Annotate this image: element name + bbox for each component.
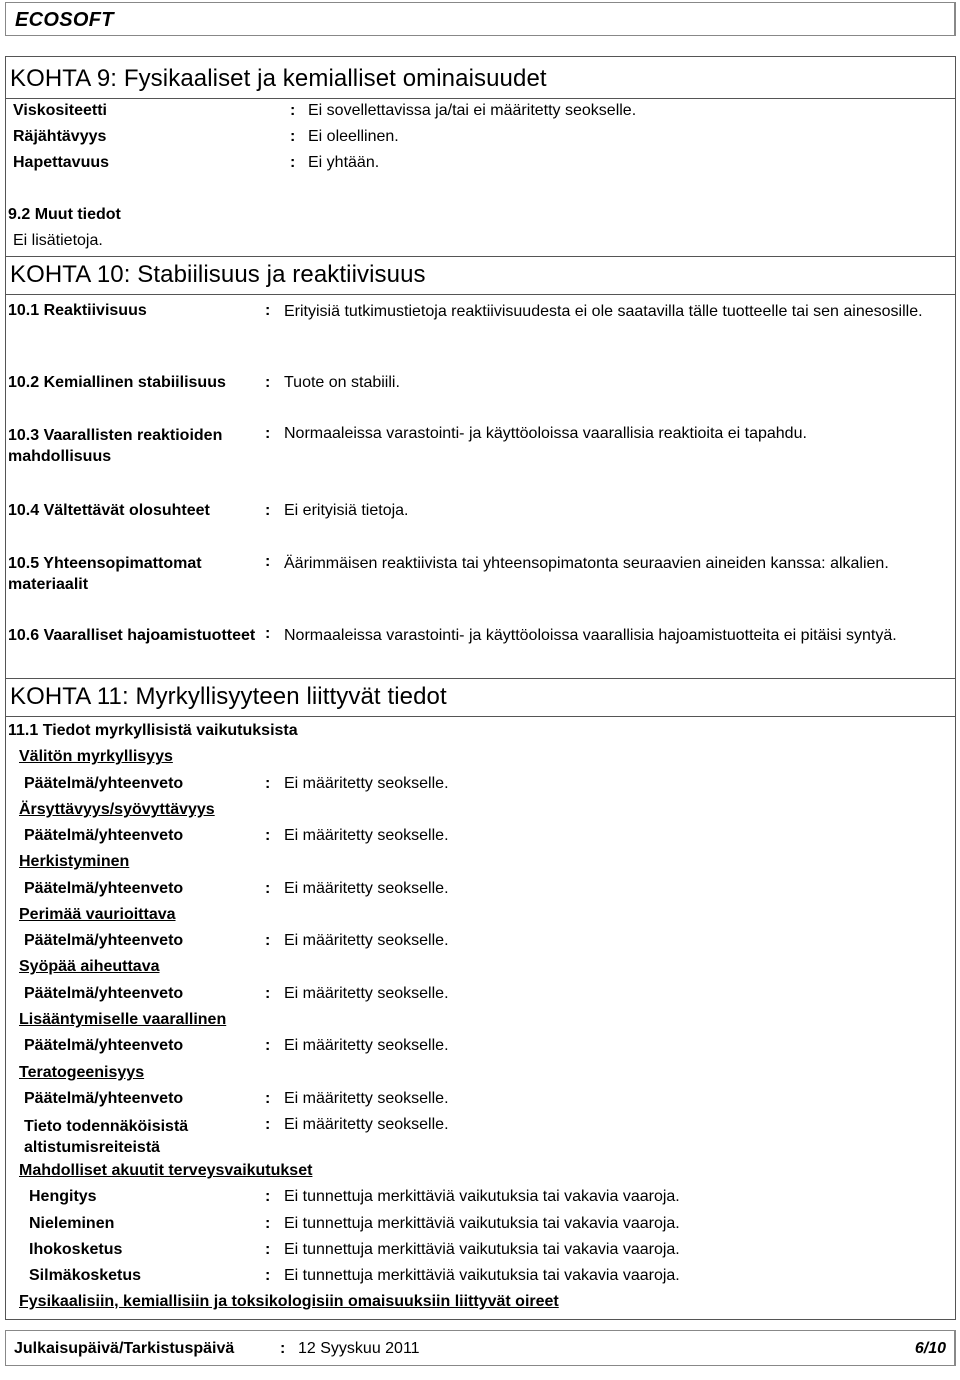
s11-conclusion-value: Ei määritetty seokselle. (284, 1037, 449, 1054)
section-10-title: KOHTA 10: Stabiilisuus ja reaktiivisuus (10, 261, 426, 288)
s10-value-stability: Tuote on stabiili. (284, 374, 400, 391)
s11-conclusion-label: Päätelmä/yhteenveto (24, 880, 184, 897)
s11-acute-value-eye: Ei tunnettuja merkittäviä vaikutuksia tai vakavia vaaroja. (284, 1267, 680, 1284)
section-9-rule (5, 98, 956, 99)
s11-acute-label-ingestion: Nieleminen (29, 1215, 115, 1232)
s11-conclusion-label: Päätelmä/yhteenveto (24, 775, 184, 792)
s10-value-reactivity: Erityisiä tutkimustietoja reaktiivisuudesta ei ole saatavilla tälle tuotteelle tai sen ainesosille. (284, 303, 923, 320)
s11-colon: : (265, 827, 271, 844)
section-11-title: KOHTA 11: Myrkyllisyyteen liittyvät tiedot (10, 683, 447, 710)
s9-label-oxidizing: Hapettavuus (13, 154, 110, 171)
s10-label-incompatible: 10.5 Yhteensopimattomat materiaalit (8, 555, 202, 593)
s11-conclusion-label: Päätelmä/yhteenveto (24, 1090, 184, 1107)
s10-value-conditions: Ei erityisiä tietoja. (284, 502, 409, 519)
s11-colon: : (265, 1037, 271, 1054)
footer-date-value: 12 Syyskuu 2011 (298, 1340, 420, 1357)
s11-colon: : (265, 1116, 271, 1133)
brand-logo-text: ECOSOFT (15, 9, 114, 31)
s11-exposure-label: Tieto todennäköisistä altistumisreiteistä (24, 1118, 189, 1156)
s11-conclusion-value: Ei määritetty seokselle. (284, 827, 449, 844)
footer-bar (5, 1330, 956, 1366)
s10-value-incompatible: Äärimmäisen reaktiivista tai yhteensopimatonta seuraavien aineiden kanssa: alkalien. (284, 555, 889, 572)
s11-colon: : (265, 1188, 271, 1205)
s10-value-decomposition: Normaaleissa varastointi- ja käyttöoloissa vaarallisia hajoamistuotteita ei pitäisi syntyä. (284, 627, 897, 644)
s11-heading-sensitization: Herkistyminen (19, 853, 130, 870)
s10-colon: : (265, 302, 271, 319)
s11-conclusion-value: Ei määritetty seokselle. (284, 1090, 449, 1107)
s10-label-hazardous-reactions: 10.3 Vaarallisten reaktioiden mahdollisuus (8, 427, 223, 465)
s10-colon: : (265, 625, 271, 642)
s11-colon: : (265, 1090, 271, 1107)
s11-colon: : (265, 1267, 271, 1284)
s10-colon: : (265, 502, 271, 519)
s11-conclusion-value: Ei määritetty seokselle. (284, 932, 449, 949)
footer-date-label: Julkaisupäivä/Tarkistuspäivä (14, 1340, 235, 1357)
s9-colon: : (290, 128, 296, 145)
s11-heading-reproductive: Lisääntymiselle vaarallinen (19, 1011, 227, 1028)
s11-heading-irritation: Ärsyttävyys/syövyttävyys (19, 801, 215, 818)
s9-value-viscosity: Ei sovellettavissa ja/tai ei määritetty seokselle. (308, 102, 637, 119)
s11-heading-carcinogenicity: Syöpää aiheuttava (19, 958, 160, 975)
s11-heading-teratogenicity: Teratogeenisyys (19, 1064, 145, 1081)
s9-value-explosive: Ei oleellinen. (308, 128, 399, 145)
s11-heading-symptoms: Fysikaalisiin, kemiallisiin ja toksikologisiin omaisuuksiin liittyvät oireet (19, 1293, 559, 1310)
s10-colon: : (265, 553, 271, 570)
s11-conclusion-label: Päätelmä/yhteenveto (24, 1037, 184, 1054)
s11-colon: : (265, 1241, 271, 1258)
s10-colon: : (265, 374, 271, 391)
s11-heading-mutagenicity: Perimää vaurioittava (19, 906, 176, 923)
s11-conclusion-label: Päätelmä/yhteenveto (24, 827, 184, 844)
s10-value-hazardous-reactions: Normaaleissa varastointi- ja käyttöoloissa vaarallisia reaktioita ei tapahdu. (284, 425, 807, 442)
s11-exposure-value: Ei määritetty seokselle. (284, 1116, 449, 1133)
s10-label-conditions: 10.4 Vältettävät olosuhteet (8, 502, 210, 519)
s9-value-oxidizing: Ei yhtään. (308, 154, 380, 171)
s11-subtitle: 11.1 Tiedot myrkyllisistä vaikutuksista (8, 722, 298, 739)
s9-colon: : (290, 102, 296, 119)
s10-label-reactivity: 10.1 Reaktiivisuus (8, 302, 147, 319)
s11-conclusion-value: Ei määritetty seokselle. (284, 985, 449, 1002)
s9-colon: : (290, 154, 296, 171)
s11-colon: : (265, 775, 271, 792)
s11-colon: : (265, 985, 271, 1002)
s9-label-explosive: Räjähtävyys (13, 128, 107, 145)
s11-conclusion-label: Päätelmä/yhteenveto (24, 932, 184, 949)
section-11-rule (5, 716, 956, 717)
s11-acute-label-inhalation: Hengitys (29, 1188, 97, 1205)
footer-page-number: 6/10 (914, 1340, 946, 1357)
s11-conclusion-value: Ei määritetty seokselle. (284, 775, 449, 792)
s11-acute-label-eye: Silmäkosketus (29, 1267, 142, 1284)
s9-other-value: Ei lisätietoja. (13, 232, 103, 249)
s11-heading-acute-effects: Mahdolliset akuutit terveysvaikutukset (19, 1162, 313, 1179)
s9-other-title: 9.2 Muut tiedot (8, 206, 121, 223)
s11-conclusion-label: Päätelmä/yhteenveto (24, 985, 184, 1002)
s11-acute-value-skin: Ei tunnettuja merkittäviä vaikutuksia tai vakavia vaaroja. (284, 1241, 680, 1258)
s11-conclusion-value: Ei määritetty seokselle. (284, 880, 449, 897)
section-10-top-rule (5, 256, 956, 257)
s10-label-stability: 10.2 Kemiallinen stabiilisuus (8, 374, 226, 391)
header-bar (5, 2, 956, 36)
s11-colon: : (265, 880, 271, 897)
s11-colon: : (265, 1215, 271, 1232)
s11-acute-label-skin: Ihokosketus (29, 1241, 123, 1258)
s10-label-decomposition: 10.6 Vaaralliset hajoamistuotteet (8, 627, 256, 644)
s11-acute-value-ingestion: Ei tunnettuja merkittäviä vaikutuksia tai vakavia vaaroja. (284, 1215, 680, 1232)
section-10-rule (5, 294, 956, 295)
s10-colon: : (265, 425, 271, 442)
section-9-title: KOHTA 9: Fysikaaliset ja kemialliset ominaisuudet (10, 65, 547, 92)
s11-acute-value-inhalation: Ei tunnettuja merkittäviä vaikutuksia tai vakavia vaaroja. (284, 1188, 680, 1205)
s11-colon: : (265, 932, 271, 949)
section-11-top-rule (5, 678, 956, 679)
footer-colon: : (280, 1340, 286, 1357)
s9-label-viscosity: Viskositeetti (13, 102, 107, 119)
s11-heading-acute-toxicity: Välitön myrkyllisyys (19, 748, 173, 765)
